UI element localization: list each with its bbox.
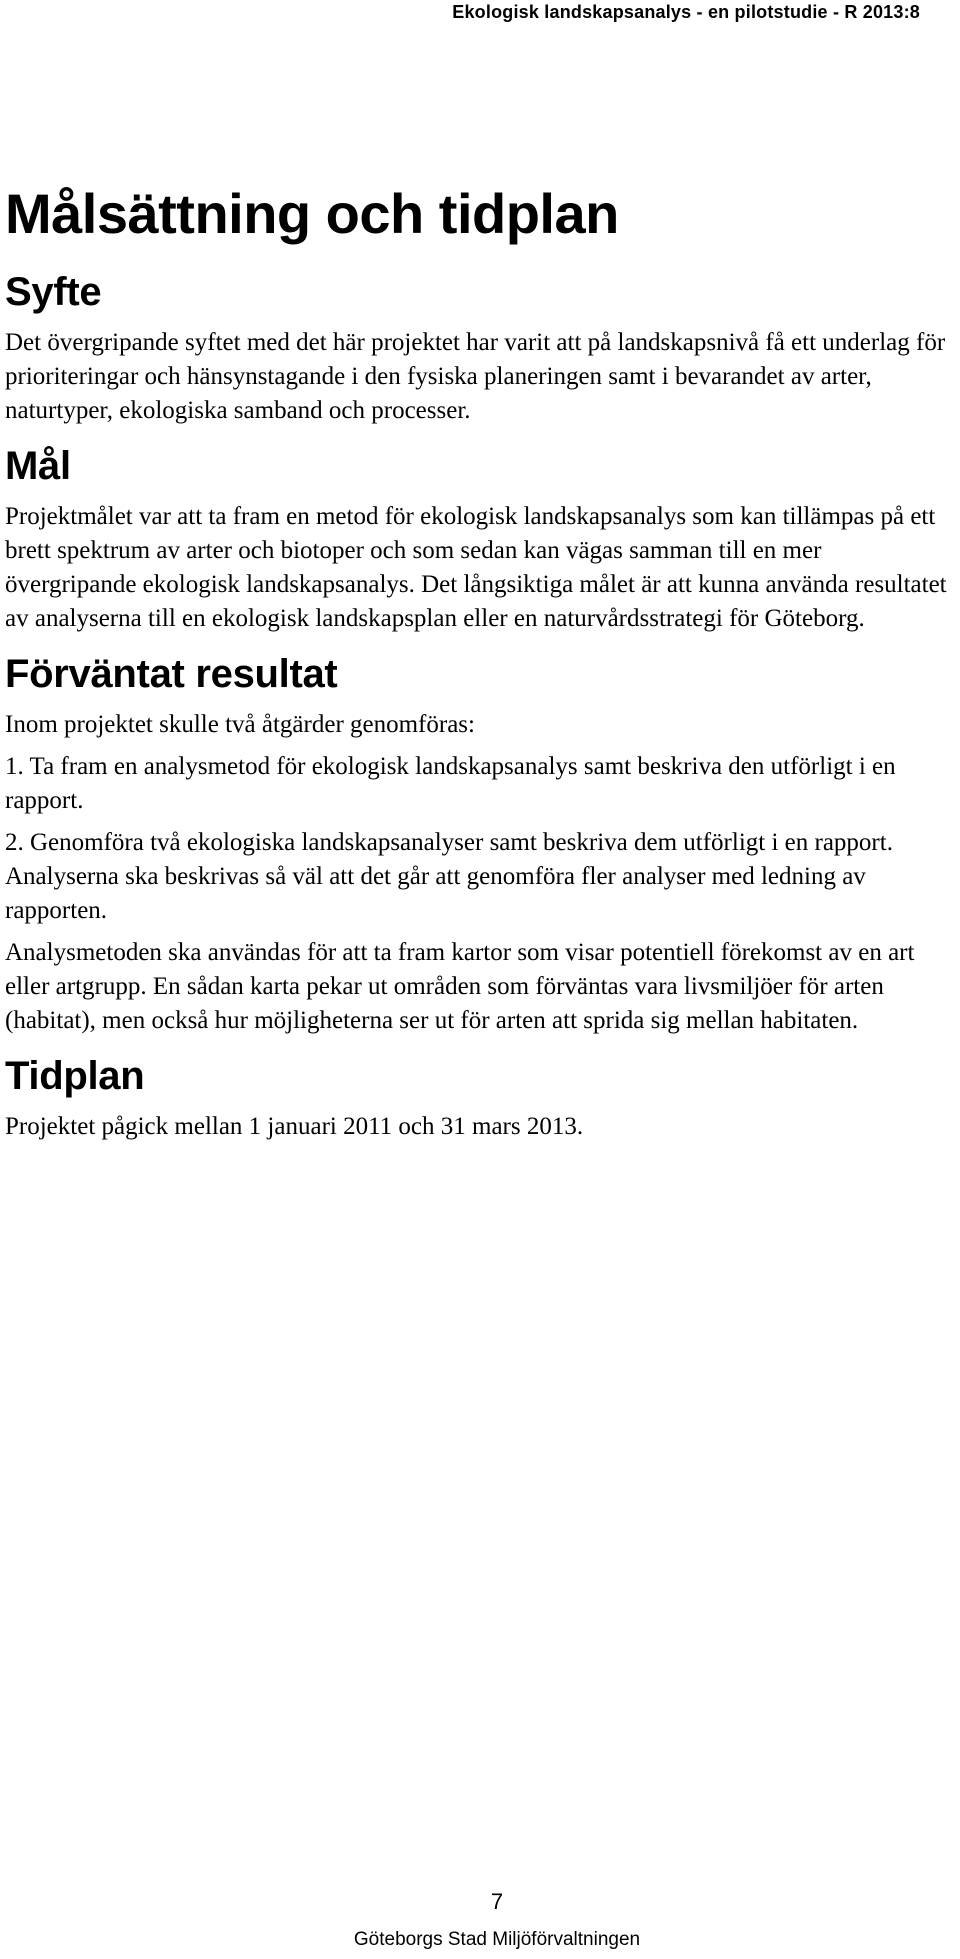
paragraph-mal: Projektmålet var att ta fram en metod för ekologisk landskapsanalys som kan tillämpas på ett brett spektrum av arter och biotoper och som sedan kan vägas samman till en mer övergripande ekologisk landskapsanalys. Det långsiktiga målet är att kunna använda resultatet av analyserna till en ekologisk landskapsplan eller en naturvårdsstrategi för Göteborg. (5, 503, 947, 632)
footer-organization: Göteborgs Stad Miljöförvaltningen (353, 1929, 641, 1950)
list-item-2: 2. Genomföra två ekologiska landskapsanalyser samt beskriva dem utförligt i en rapport. Analyserna ska beskrivas så väl att det går att genomföra fler analyser med ledning av rapporten. (5, 829, 893, 924)
heading-syfte: Syfte (5, 270, 102, 314)
page-content (5, 182, 955, 1144)
heading-tidplan: Tidplan (5, 1054, 145, 1098)
paragraph-syfte: Det övergripande syftet med det här projektet har varit att på landskapsnivå få ett underlag för prioriteringar och hänsynstagande i den fysiska planeringen samt i bevarandet av arter, naturtyper, ekologiska samband och processer. (5, 329, 946, 424)
paragraph-resultat: Analysmetoden ska användas för att ta fram kartor som visar potentiell förekomst av en art eller artgrupp. En sådan karta pekar ut områden som förväntas vara livsmiljöer för arten (habitat), men också hur möjligheterna ser ut för arten att sprida sig mellan habitaten. (5, 939, 915, 1034)
page-number: 7 (490, 1889, 504, 1914)
paragraph-resultat-intro: Inom projektet skulle två åtgärder genomföras: (5, 711, 475, 738)
page-title: Målsättning och tidplan (5, 182, 619, 245)
paragraph-tidplan: Projektet pågick mellan 1 januari 2011 och 31 mars 2013. (5, 1113, 584, 1140)
heading-mal: Mål (5, 444, 71, 488)
heading-forvantat-resultat: Förväntat resultat (5, 652, 338, 696)
list-item-1: 1. Ta fram en analysmetod för ekologisk landskapsanalys samt beskriva den utförligt i en rapport. (5, 753, 896, 814)
running-header: Ekologisk landskapsanalys - en pilotstudie - R 2013:8 (452, 2, 920, 22)
